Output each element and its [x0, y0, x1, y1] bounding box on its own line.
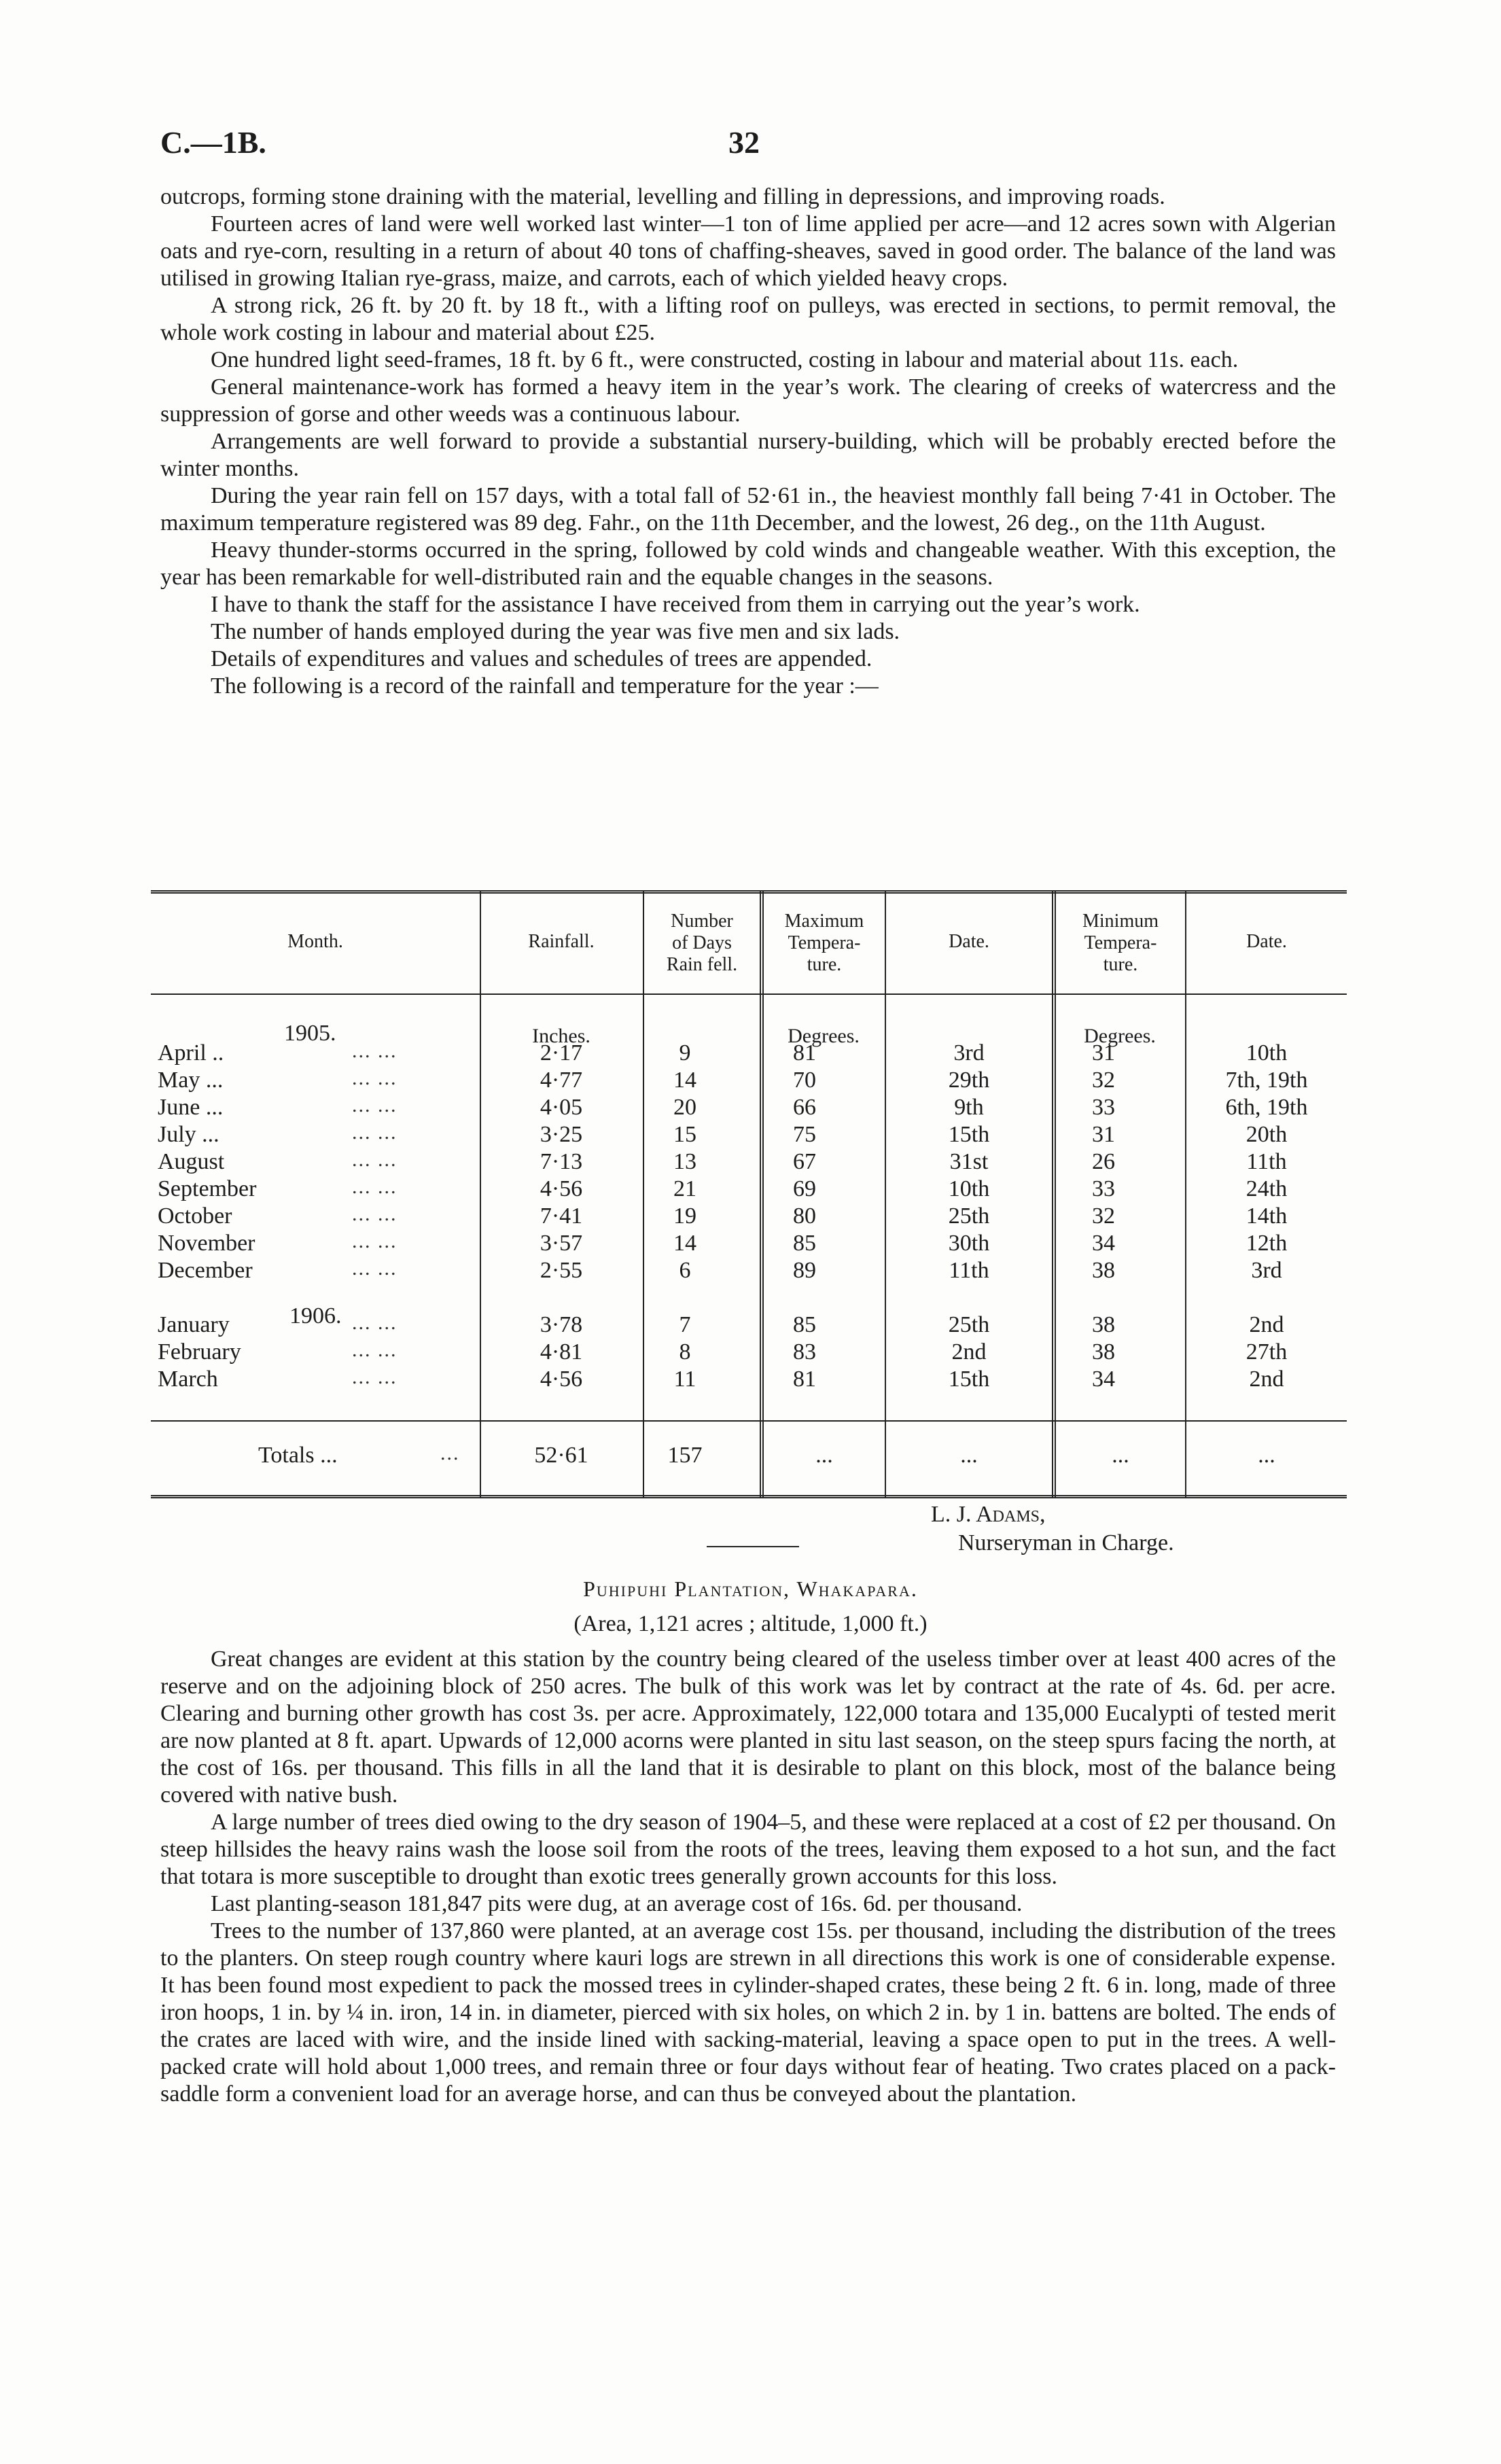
header-min-line2: Tempera-: [1084, 932, 1157, 953]
cell-rain-days: 9: [679, 1040, 691, 1066]
leader-dots: ... ...: [352, 1094, 398, 1116]
cell-min-temp: 26: [1092, 1149, 1115, 1174]
cell-min-temp: 33: [1092, 1176, 1115, 1201]
leader-dots: ... ...: [352, 1257, 398, 1280]
cell-min-temp: 38: [1092, 1312, 1115, 1337]
cell-min-date: 3rd: [1251, 1258, 1282, 1283]
rainfall-temperature-table: [151, 890, 1347, 1507]
cell-max-date: 10th: [948, 1176, 990, 1201]
cell-max-date: 9th: [954, 1095, 984, 1120]
table-top-rule: [151, 890, 1347, 894]
cell-rainfall: 4·05: [540, 1095, 583, 1120]
paragraph: One hundred light seed-frames, 18 ft. by 6 ft., were constructed, costing in labour and material about 11s. each.: [211, 347, 1239, 372]
body-text-bottom: [160, 1646, 1336, 2108]
cell-max-temp: 69: [793, 1176, 816, 1201]
unit-min: Degrees.: [1084, 1025, 1156, 1047]
cell-min-temp: 34: [1092, 1367, 1115, 1392]
leader-dots: ... ...: [352, 1339, 398, 1361]
cell-max-date: 15th: [948, 1367, 990, 1392]
cell-month: October: [158, 1203, 232, 1229]
totals-rule: [151, 1420, 1347, 1422]
paragraph: Last planting-season 181,847 pits were dug, at an average cost of 16s. 6d. per thousand.: [211, 1891, 1023, 1916]
header-max-line3: ture.: [807, 954, 842, 975]
header-min-line3: ture.: [1103, 954, 1138, 975]
cell-max-temp: 89: [793, 1258, 816, 1283]
paragraph: The number of hands employed during the year was five men and six lads.: [211, 619, 900, 644]
document-reference: C.—1B.: [160, 125, 266, 160]
cell-max-date: 31st: [949, 1149, 989, 1174]
paragraph: Details of expenditures and values and schedules of trees are appended.: [211, 646, 872, 671]
cell-max-temp: 70: [793, 1068, 816, 1093]
totals-min-date: ...: [1258, 1443, 1275, 1468]
cell-min-date: 7th, 19th: [1225, 1068, 1308, 1093]
cell-min-temp: 33: [1092, 1095, 1115, 1120]
totals-min: ...: [1112, 1443, 1129, 1468]
header-rainfall: Rainfall.: [528, 931, 595, 952]
separator-rule: [707, 1546, 799, 1547]
header-date-max: Date.: [949, 931, 989, 952]
cell-min-date: 2nd: [1249, 1312, 1284, 1337]
cell-min-date: 10th: [1246, 1040, 1288, 1066]
header-days-line3: Rain fell.: [666, 954, 738, 975]
cell-rain-days: 13: [673, 1149, 696, 1174]
paragraph: Arrangements are well forward to provide a substantial nursery-building, which will be probably erected before the winter months.: [160, 429, 1336, 481]
cell-rainfall: 2·17: [540, 1040, 583, 1066]
cell-month: December: [158, 1258, 253, 1283]
page-number: 32: [728, 125, 760, 160]
cell-min-temp: 32: [1092, 1203, 1115, 1229]
cell-min-date: 11th: [1246, 1149, 1287, 1174]
cell-rainfall: 7·13: [540, 1149, 583, 1174]
cell-month: February: [158, 1339, 241, 1365]
year-label-1906: 1906.: [289, 1303, 342, 1328]
cell-max-temp: 85: [793, 1231, 816, 1256]
header-max-temp: [764, 911, 885, 976]
totals-max: ...: [815, 1443, 833, 1468]
header-min-line1: Minimum: [1082, 911, 1159, 932]
header-days-line2: of Days: [672, 932, 732, 953]
totals-leader: ...: [440, 1442, 460, 1464]
cell-rainfall: 4·77: [540, 1068, 583, 1093]
cell-max-date: 15th: [948, 1122, 990, 1147]
signature-title: Nurseryman in Charge.: [958, 1530, 1174, 1555]
paragraph: Trees to the number of 137,860 were planted, at an average cost 15s. per thousand, including the distribution of the trees to the planters. On steep rough country where kauri logs are strewn in all directions this work is one of considerable expense. It has been found most expedient to pack the mossed trees in cylinder-shaped crates, these being 2 ft. 6 in. long, made of three iron hoops, 1 in. by ¼ in. iron, 14 in. in diameter, pierced with six holes, on which 2 in. by 1 in. battens are bolted. The ends of the crates are laced with wire, and the inside lined with sacking-material, leaving a space open to put in the trees. A well-packed crate will hold about 1,000 trees, and remain three or four days without fear of heating. Two crates placed on a pack-saddle form a convenient load for an average horse, and can thus be conveyed about the plantation.: [160, 1918, 1336, 2107]
cell-month: April ..: [158, 1040, 224, 1066]
paragraph: Fourteen acres of land were well worked last winter—1 ton of lime applied per acre—and 12 acres sown with Algerian oats and rye-corn, resulting in a return of about 40 tons of chaffing-sheaves, saved in good order. The balance of the land was utilised in growing Italian rye-grass, maize, and carrots, each of which yielded heavy crops.: [160, 211, 1336, 291]
cell-rainfall: 4·56: [540, 1176, 583, 1201]
cell-month: July ...: [158, 1122, 219, 1147]
cell-min-date: 20th: [1246, 1122, 1288, 1147]
cell-min-temp: 34: [1092, 1231, 1115, 1256]
paragraph: A strong rick, 26 ft. by 20 ft. by 18 ft., with a lifting roof on pulleys, was erected in sections, to permit removal, the whole work costing in labour and material about £25.: [160, 293, 1336, 345]
header-date-min: Date.: [1246, 931, 1287, 952]
totals-rain: 52·61: [534, 1443, 588, 1468]
cell-max-date: 3rd: [953, 1040, 985, 1066]
cell-rain-days: 19: [673, 1203, 696, 1229]
cell-max-date: 30th: [948, 1231, 990, 1256]
cell-max-temp: 66: [793, 1095, 816, 1120]
cell-rainfall: 3·25: [540, 1122, 583, 1147]
section-subtitle: (Area, 1,121 acres ; altitude, 1,000 ft.): [573, 1611, 928, 1636]
cell-rainfall: 4·56: [540, 1367, 583, 1392]
cell-rain-days: 14: [673, 1231, 696, 1256]
cell-rain-days: 6: [679, 1258, 691, 1283]
unit-rainfall: Inches.: [532, 1025, 590, 1047]
cell-min-temp: 32: [1092, 1068, 1115, 1093]
unit-max: Degrees.: [788, 1025, 860, 1047]
leader-dots: ... ...: [352, 1067, 398, 1089]
cell-max-temp: 81: [793, 1367, 816, 1392]
paragraph: A large number of trees died owing to the dry season of 1904–5, and these were replaced at a cost of £2 per thousand. On steep hillsides the heavy rains wash the loose soil from the roots of the trees, leaving them exposed to a hot sun, and the fact that totara is more susceptible to drought than exotic trees generally grown accounts for this loss.: [160, 1810, 1336, 1889]
cell-max-temp: 80: [793, 1203, 816, 1229]
cell-month: September: [158, 1176, 257, 1201]
leader-dots: ... ...: [352, 1040, 398, 1062]
cell-min-date: 24th: [1246, 1176, 1288, 1201]
cell-rainfall: 7·41: [540, 1203, 583, 1229]
cell-min-temp: 31: [1092, 1040, 1115, 1066]
paragraph: outcrops, forming stone draining with the material, levelling and filling in depressions, and improving roads.: [160, 184, 1165, 209]
signature-name: L. J. Adams,: [931, 1502, 1046, 1527]
leader-dots: ... ...: [352, 1230, 398, 1252]
cell-min-date: 2nd: [1249, 1367, 1284, 1392]
cell-rain-days: 15: [673, 1122, 696, 1147]
totals-max-date: ...: [960, 1443, 978, 1468]
cell-rain-days: 20: [673, 1095, 696, 1120]
cell-rainfall: 4·81: [540, 1339, 583, 1365]
cell-month: January: [158, 1312, 230, 1337]
header-max-line2: Tempera-: [788, 932, 861, 953]
cell-max-date: 29th: [948, 1068, 990, 1093]
header-rule: [151, 993, 1347, 995]
paragraph: General maintenance-work has formed a heavy item in the year’s work. The clearing of creeks of watercress and the suppression of gorse and other weeds was a continuous labour.: [160, 374, 1336, 427]
page-header: [160, 124, 1336, 165]
cell-max-temp: 67: [793, 1149, 816, 1174]
cell-month: June ...: [158, 1095, 224, 1120]
cell-max-date: 25th: [948, 1312, 990, 1337]
cell-min-date: 12th: [1246, 1231, 1288, 1256]
cell-rain-days: 8: [679, 1339, 691, 1365]
header-month: Month.: [287, 931, 343, 952]
leader-dots: ... ...: [352, 1366, 398, 1388]
body-text-top: [160, 183, 1336, 700]
cell-min-temp: 38: [1092, 1258, 1115, 1283]
header-max-line1: Maximum: [784, 911, 864, 932]
totals-label: Totals ...: [258, 1443, 338, 1468]
cell-rain-days: 7: [679, 1312, 691, 1337]
paragraph: I have to thank the staff for the assistance I have received from them in carrying out the year’s work.: [211, 592, 1140, 617]
header-days-line1: Number: [671, 911, 733, 932]
cell-rainfall: 2·55: [540, 1258, 583, 1283]
cell-month: March: [158, 1367, 218, 1392]
cell-month: August: [158, 1149, 225, 1174]
cell-rain-days: 14: [673, 1068, 696, 1093]
cell-rainfall: 3·57: [540, 1231, 583, 1256]
paragraph: Heavy thunder-storms occurred in the spring, followed by cold winds and changeable weather. With this exception, the year has been remarkable for well-distributed rain and the equable changes in the seasons.: [160, 538, 1336, 590]
cell-month: May ...: [158, 1068, 224, 1093]
cell-max-temp: 81: [793, 1040, 816, 1066]
table-bottom-rule: [151, 1495, 1347, 1498]
cell-max-date: 11th: [949, 1258, 989, 1283]
section-title: Puhipuhi Plantation, Whakapara.: [583, 1577, 918, 1601]
cell-min-temp: 38: [1092, 1339, 1115, 1365]
cell-rainfall: 3·78: [540, 1312, 583, 1337]
cell-max-date: 2nd: [951, 1339, 987, 1365]
cell-max-temp: 83: [793, 1339, 816, 1365]
header-min-temp: [1056, 911, 1185, 976]
leader-dots: ... ...: [352, 1312, 398, 1334]
year-label-1905: 1905.: [284, 1021, 336, 1046]
paragraph: The following is a record of the rainfall and temperature for the year :—: [211, 673, 879, 699]
leader-dots: ... ...: [352, 1148, 398, 1171]
cell-min-temp: 31: [1092, 1122, 1115, 1147]
cell-month: November: [158, 1231, 255, 1256]
leader-dots: ... ...: [352, 1203, 398, 1225]
cell-max-temp: 75: [793, 1122, 816, 1147]
paragraph: During the year rain fell on 157 days, with a total fall of 52·61 in., the heaviest monthly fall being 7·41 in October. The maximum temperature registered was 89 deg. Fahr., on the 11th December, and the lowest, 26 deg., on the 11th August.: [160, 483, 1336, 535]
cell-min-date: 14th: [1246, 1203, 1288, 1229]
header-days: [644, 911, 760, 976]
cell-max-temp: 85: [793, 1312, 816, 1337]
totals-days: 157: [667, 1443, 703, 1468]
cell-rain-days: 11: [673, 1367, 696, 1392]
cell-min-date: 27th: [1246, 1339, 1288, 1365]
cell-min-date: 6th, 19th: [1225, 1095, 1308, 1120]
cell-max-date: 25th: [948, 1203, 990, 1229]
leader-dots: ... ...: [352, 1176, 398, 1198]
leader-dots: ... ...: [352, 1121, 398, 1144]
paragraph: Great changes are evident at this station by the country being cleared of the useless timber over at least 400 acres of the reserve and on the adjoining block of 250 acres. The bulk of this work was let by contract at the rate of 4s. 6d. per acre. Clearing and burning other growth has cost 3s. per acre. Approximately, 122,000 totara and 135,000 Eucalypti of tested merit are now planted at 8 ft. apart. Upwards of 12,000 acorns were planted in situ last season, on the steep spurs facing the north, at the cost of 16s. per thousand. This fills in all the land that it is desirable to plant on this block, most of the balance being covered with native bush.: [160, 1647, 1336, 1808]
cell-rain-days: 21: [673, 1176, 696, 1201]
